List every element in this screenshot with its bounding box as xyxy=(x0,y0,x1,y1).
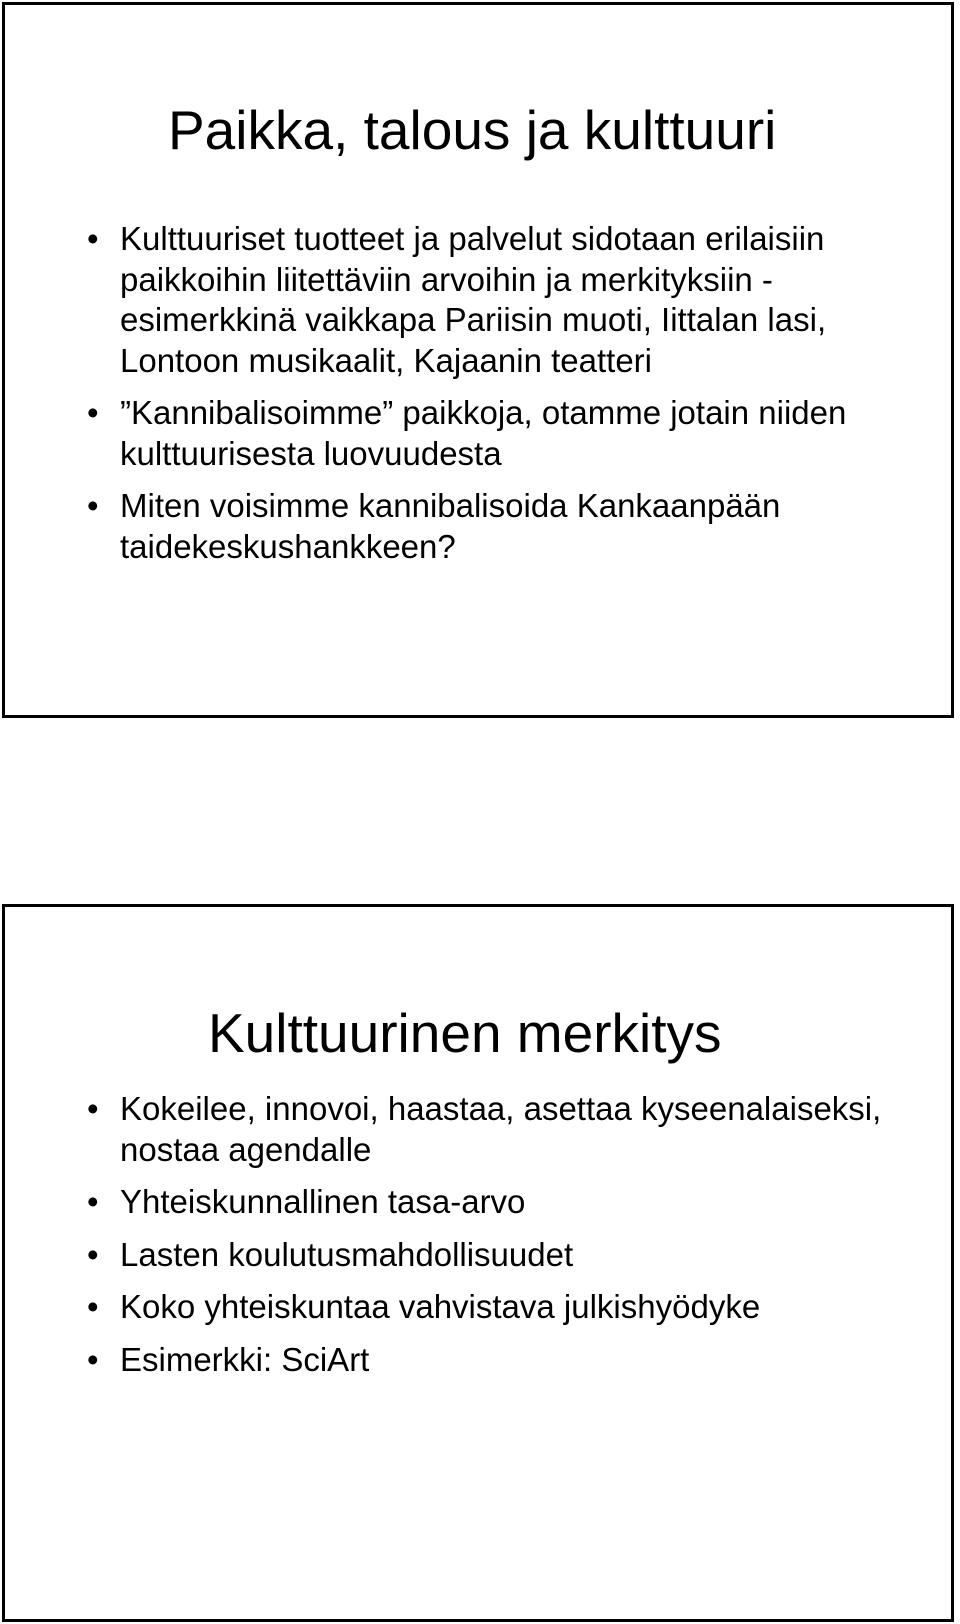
slide-title: Kulttuurinen merkitys xyxy=(208,1002,722,1064)
bullet-text: Miten voisimme kannibalisoida Kankaanpään taidekeskushankkeen? xyxy=(120,487,781,565)
bullet-text: Esimerkki: SciArt xyxy=(120,1340,370,1378)
bullet-icon: • xyxy=(87,394,99,431)
list-item xyxy=(87,219,891,381)
list-item xyxy=(87,1089,891,1170)
bullet-icon: • xyxy=(87,1288,99,1325)
list-item xyxy=(87,1287,891,1328)
bullet-text: ”Kannibalisoimme” paikkoja, otamme jotain niiden kulttuurisesta luovuudesta xyxy=(120,394,847,472)
bullet-text: Kulttuuriset tuotteet ja palvelut sidotaan erilaisiin paikkoihin liitettäviin arvoihin ja merkityksiin - esimerkkinä vaikkapa Pariisin muoti, Iittalan lasi, Lontoon musikaalit, Kajaanin teatteri xyxy=(120,220,827,379)
list-item xyxy=(87,393,891,474)
bullet-icon: • xyxy=(87,1090,99,1127)
slide-title: Paikka, talous ja kulttuuri xyxy=(168,99,777,161)
bullet-icon: • xyxy=(87,487,99,524)
bullet-text: Yhteiskunnallinen tasa-arvo xyxy=(120,1183,526,1220)
bullet-list xyxy=(87,1089,891,1392)
bullet-icon: • xyxy=(87,1183,99,1220)
slide-2 xyxy=(2,904,954,1622)
bullet-text: Lasten koulutusmahdollisuudet xyxy=(120,1235,574,1273)
slide-1 xyxy=(2,2,954,718)
bullet-text: Koko yhteiskuntaa vahvistava julkishyödyke xyxy=(120,1288,761,1325)
bullet-list xyxy=(87,219,891,579)
bullet-text: Kokeilee, innovoi, haastaa, asettaa kyseenalaiseksi, nostaa agendalle xyxy=(120,1090,882,1168)
bullet-icon: • xyxy=(87,1340,99,1378)
list-item xyxy=(87,1235,891,1276)
bullet-icon: • xyxy=(87,220,99,257)
list-item xyxy=(87,1340,891,1381)
list-item xyxy=(87,486,891,567)
list-item xyxy=(87,1182,891,1223)
bullet-icon: • xyxy=(87,1235,99,1273)
